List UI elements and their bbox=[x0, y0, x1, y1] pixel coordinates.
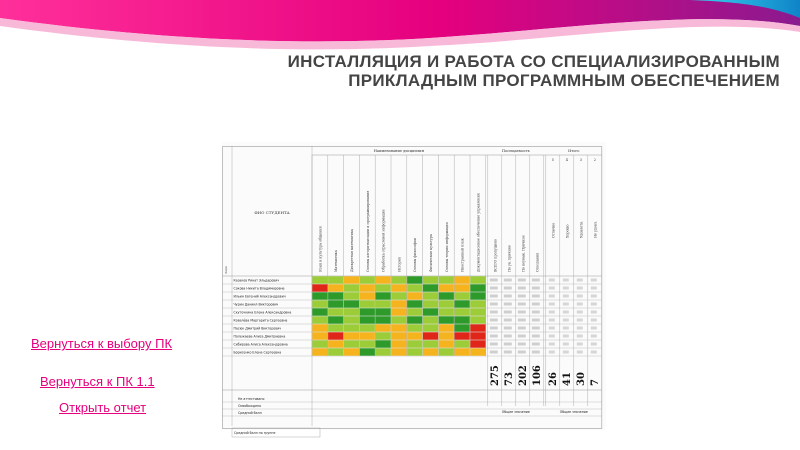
attendance-cell bbox=[532, 311, 540, 314]
grade-cell bbox=[328, 348, 343, 355]
grade-cell bbox=[376, 308, 391, 315]
grade-cell bbox=[455, 316, 470, 323]
attendance-header: По неуваж. Причине bbox=[521, 235, 526, 272]
attendance-cell bbox=[504, 311, 512, 314]
grade-cell bbox=[407, 332, 422, 339]
grade-cell bbox=[328, 276, 343, 283]
grade-cell bbox=[423, 292, 438, 299]
attendance-cell bbox=[504, 351, 512, 354]
grade-cell bbox=[470, 316, 485, 323]
grade-cell bbox=[455, 300, 470, 307]
totals-header: Не удовл. bbox=[593, 221, 598, 238]
grade-cell bbox=[312, 340, 327, 347]
subject-header: Обработка отраслевой информации bbox=[381, 209, 386, 272]
grade-cell bbox=[407, 308, 422, 315]
grade-cell bbox=[407, 348, 422, 355]
student-name: Сокова Никита Владимировна bbox=[233, 286, 285, 291]
grade-cell bbox=[470, 348, 485, 355]
grade-cell bbox=[312, 324, 327, 331]
attendance-cell bbox=[518, 279, 526, 282]
totals-cell bbox=[591, 343, 597, 346]
grade-cell bbox=[391, 300, 406, 307]
totals-cell bbox=[563, 351, 569, 354]
grade-cell bbox=[312, 292, 327, 299]
grade-cell bbox=[455, 324, 470, 331]
attendance-cell bbox=[490, 335, 498, 338]
grade-cell bbox=[328, 324, 343, 331]
totals-cell bbox=[591, 351, 597, 354]
grade-cell bbox=[344, 324, 359, 331]
totals-header: Отлично bbox=[551, 222, 556, 238]
grade-cell bbox=[423, 276, 438, 283]
totals-cell bbox=[563, 327, 569, 330]
grade-cell bbox=[376, 284, 391, 291]
totals-cell bbox=[591, 311, 597, 314]
summary-row-label: Освобождено bbox=[238, 404, 262, 408]
attendance-cell bbox=[490, 295, 498, 298]
grade-cell bbox=[391, 348, 406, 355]
grade-cell bbox=[360, 300, 375, 307]
grade-cell bbox=[328, 284, 343, 291]
attendance-cell bbox=[518, 343, 526, 346]
summary-caption: Общее значение bbox=[559, 410, 588, 414]
totals-cell bbox=[577, 319, 583, 322]
attendance-cell bbox=[532, 279, 540, 282]
grade-cell bbox=[312, 284, 327, 291]
grade-cell bbox=[360, 348, 375, 355]
student-name: Пасюк Дмитрий Викторович bbox=[233, 326, 282, 331]
grade-cell bbox=[344, 300, 359, 307]
totals-cell bbox=[591, 295, 597, 298]
totals-cell bbox=[549, 295, 555, 298]
totals-cell bbox=[549, 303, 555, 306]
grade-cell bbox=[423, 284, 438, 291]
grade-cell bbox=[423, 300, 438, 307]
totals-cell bbox=[591, 335, 597, 338]
grade-cell bbox=[312, 316, 327, 323]
grade-cell bbox=[470, 292, 485, 299]
grade-mark-header: 2 bbox=[593, 158, 596, 162]
grade-cell bbox=[423, 348, 438, 355]
grade-cell bbox=[391, 324, 406, 331]
grade-cell bbox=[439, 308, 454, 315]
grade-cell bbox=[344, 276, 359, 283]
subject-header: Документационное обеспечение управления bbox=[476, 193, 481, 272]
grade-cell bbox=[344, 332, 359, 339]
subject-header: Дискретная математика bbox=[350, 229, 354, 272]
grade-cell bbox=[391, 332, 406, 339]
totals-cell bbox=[577, 311, 583, 314]
grade-cell bbox=[312, 300, 327, 307]
grade-cell bbox=[376, 300, 391, 307]
grade-cell bbox=[312, 348, 327, 355]
grade-cell bbox=[423, 308, 438, 315]
grade-cell bbox=[376, 276, 391, 283]
grade-cell bbox=[423, 332, 438, 339]
grade-cell bbox=[455, 308, 470, 315]
grade-cell bbox=[312, 308, 327, 315]
subject-header: История bbox=[397, 257, 402, 272]
grade-cell bbox=[328, 332, 343, 339]
totals-cell bbox=[591, 303, 597, 306]
attendance-cell bbox=[490, 343, 498, 346]
attendance-cell bbox=[490, 279, 498, 282]
grade-cell bbox=[360, 316, 375, 323]
attendance-cell bbox=[504, 303, 512, 306]
grade-cell bbox=[344, 340, 359, 347]
attendance-cell bbox=[504, 335, 512, 338]
grade-mark-header: 5 bbox=[551, 158, 554, 162]
name-column-header: ФИО СТУДЕНТА bbox=[254, 210, 290, 215]
grade-cell bbox=[439, 316, 454, 323]
student-name: Скуточкина Елена Александровна bbox=[233, 310, 292, 315]
student-name: Ильин Евгений Александрович bbox=[233, 294, 286, 299]
attendance-total: 275 bbox=[489, 365, 501, 386]
student-name: Полежаева Алиса Дмитриевна bbox=[233, 334, 286, 339]
back-to-pk-1-1-link[interactable]: Вернуться к ПК 1.1 bbox=[40, 374, 155, 389]
student-name: Казаков Ринат Эльдарович bbox=[233, 278, 280, 283]
attendance-cell bbox=[532, 351, 540, 354]
attendance-cell bbox=[490, 319, 498, 322]
grade-total: 41 bbox=[561, 372, 573, 386]
slide-title bbox=[180, 52, 780, 90]
totals-cell bbox=[563, 311, 569, 314]
attendance-cell bbox=[490, 303, 498, 306]
grade-cell bbox=[360, 292, 375, 299]
attendance-cell bbox=[532, 327, 540, 330]
totals-cell bbox=[591, 327, 597, 330]
attendance-cell bbox=[490, 351, 498, 354]
attendance-cell bbox=[504, 327, 512, 330]
attendance-cell bbox=[490, 327, 498, 330]
student-name: Ковалёва Маргарита Сергеевна bbox=[233, 318, 288, 323]
totals-cell bbox=[591, 287, 597, 290]
grade-cell bbox=[376, 324, 391, 331]
attendance-cell bbox=[532, 335, 540, 338]
attendance-total: 202 bbox=[517, 365, 529, 386]
attendance-cell bbox=[532, 295, 540, 298]
totals-cell bbox=[563, 343, 569, 346]
totals-cell bbox=[577, 303, 583, 306]
totals-cell bbox=[563, 319, 569, 322]
grade-cell bbox=[328, 308, 343, 315]
grade-cell bbox=[391, 284, 406, 291]
totals-cell bbox=[549, 343, 555, 346]
grade-cell bbox=[439, 276, 454, 283]
attendance-cell bbox=[518, 295, 526, 298]
attendance-header: Опоздания bbox=[535, 252, 540, 272]
gradebook-sheet-image bbox=[222, 142, 606, 435]
grade-cell bbox=[470, 324, 485, 331]
attendance-cell bbox=[504, 279, 512, 282]
grade-cell bbox=[439, 340, 454, 347]
attendance-cell bbox=[504, 287, 512, 290]
attendance-cell bbox=[504, 343, 512, 346]
grade-cell bbox=[376, 332, 391, 339]
totals-cell bbox=[549, 287, 555, 290]
grade-cell bbox=[470, 276, 485, 283]
grade-cell bbox=[407, 284, 422, 291]
grade-cell bbox=[407, 292, 422, 299]
grade-cell bbox=[328, 292, 343, 299]
totals-cell bbox=[563, 279, 569, 282]
grade-cell bbox=[423, 324, 438, 331]
grade-cell bbox=[439, 300, 454, 307]
attendance-cell bbox=[518, 319, 526, 322]
attendance-cell bbox=[532, 343, 540, 346]
attendance-cell bbox=[532, 319, 540, 322]
grade-mark-header: 4 bbox=[565, 158, 568, 162]
group-header-disciplines: Наименование дисциплин bbox=[373, 149, 424, 153]
totals-cell bbox=[577, 335, 583, 338]
grade-cell bbox=[376, 316, 391, 323]
totals-cell bbox=[549, 351, 555, 354]
student-name: Чурин Даниил Викторович bbox=[233, 302, 279, 307]
totals-cell bbox=[577, 327, 583, 330]
group-header-totals: Итого bbox=[568, 149, 580, 153]
grade-cell bbox=[344, 316, 359, 323]
grade-cell bbox=[407, 300, 422, 307]
grade-cell bbox=[391, 292, 406, 299]
grade-cell bbox=[439, 348, 454, 355]
attendance-cell bbox=[518, 335, 526, 338]
grade-total: 26 bbox=[547, 372, 559, 386]
gradebook-table bbox=[222, 142, 606, 435]
grade-cell bbox=[439, 324, 454, 331]
totals-cell bbox=[577, 295, 583, 298]
slide-title-line-2: ПРИКЛАДНЫМ ПРОГРАММНЫМ ОБЕСПЕЧЕНИЕМ bbox=[348, 71, 780, 90]
totals-cell bbox=[563, 303, 569, 306]
attendance-header: ВСЕГО пропущено bbox=[493, 239, 498, 272]
grade-cell bbox=[407, 316, 422, 323]
grade-cell bbox=[455, 276, 470, 283]
attendance-total: 73 bbox=[503, 372, 515, 386]
subject-header: Язык и культура общения bbox=[318, 226, 323, 272]
grade-total: 30 bbox=[575, 372, 587, 386]
totals-cell bbox=[563, 335, 569, 338]
totals-header: Хорошо bbox=[565, 224, 570, 238]
grade-cell bbox=[312, 332, 327, 339]
grade-cell bbox=[439, 292, 454, 299]
grade-cell bbox=[423, 316, 438, 323]
grade-cell bbox=[376, 348, 391, 355]
grade-cell bbox=[455, 284, 470, 291]
totals-header: Удовлетв. bbox=[579, 220, 584, 238]
grade-cell bbox=[391, 276, 406, 283]
grade-cell bbox=[360, 340, 375, 347]
grade-cell bbox=[455, 332, 470, 339]
grade-cell bbox=[344, 292, 359, 299]
attendance-cell bbox=[532, 287, 540, 290]
grade-cell bbox=[344, 308, 359, 315]
grade-cell bbox=[439, 284, 454, 291]
grade-cell bbox=[470, 340, 485, 347]
grade-cell bbox=[328, 316, 343, 323]
grade-cell bbox=[360, 284, 375, 291]
totals-cell bbox=[577, 279, 583, 282]
totals-cell bbox=[577, 351, 583, 354]
totals-cell bbox=[549, 279, 555, 282]
summary-row-label: Не аттестовано bbox=[238, 397, 265, 401]
attendance-cell bbox=[518, 287, 526, 290]
grade-cell bbox=[344, 284, 359, 291]
grade-cell bbox=[407, 324, 422, 331]
attendance-header: По ув. причине bbox=[507, 245, 512, 272]
grade-cell bbox=[360, 324, 375, 331]
totals-cell bbox=[591, 279, 597, 282]
back-to-pk-select-link[interactable]: Вернуться к выбору ПК bbox=[31, 336, 173, 351]
grade-mark-header: 3 bbox=[579, 158, 582, 162]
grade-cell bbox=[407, 276, 422, 283]
attendance-cell bbox=[490, 287, 498, 290]
grade-cell bbox=[376, 292, 391, 299]
grade-cell bbox=[376, 340, 391, 347]
subject-header: Основы теории информации bbox=[444, 222, 449, 272]
subject-header: Иностранный язык bbox=[460, 238, 465, 272]
subject-header: Физическая культура bbox=[429, 234, 433, 272]
summary-row-label: Средний балл bbox=[238, 411, 262, 415]
row-number-header: №п/п bbox=[224, 266, 228, 274]
grade-cell bbox=[455, 292, 470, 299]
summary-caption: Общее значение bbox=[501, 410, 530, 414]
attendance-cell bbox=[504, 295, 512, 298]
grade-cell bbox=[360, 308, 375, 315]
attendance-cell bbox=[518, 351, 526, 354]
subject-header: Математика bbox=[334, 250, 339, 272]
totals-cell bbox=[591, 319, 597, 322]
grade-cell bbox=[455, 348, 470, 355]
grade-cell bbox=[344, 348, 359, 355]
subject-header: Основы философии bbox=[413, 238, 418, 272]
totals-cell bbox=[563, 287, 569, 290]
student-name: Сибирова Алиса Александровна bbox=[233, 342, 288, 347]
grade-cell bbox=[470, 332, 485, 339]
grade-cell bbox=[328, 340, 343, 347]
totals-cell bbox=[577, 343, 583, 346]
grade-cell bbox=[391, 340, 406, 347]
grade-cell bbox=[423, 340, 438, 347]
attendance-cell bbox=[518, 303, 526, 306]
attendance-cell bbox=[532, 303, 540, 306]
attendance-cell bbox=[518, 311, 526, 314]
totals-cell bbox=[549, 319, 555, 322]
group-average-label: Средний балл по группе bbox=[234, 431, 276, 435]
attendance-cell bbox=[518, 327, 526, 330]
grade-cell bbox=[360, 332, 375, 339]
grade-cell bbox=[391, 316, 406, 323]
slide-title-line-1: ИНСТАЛЛЯЦИЯ И РАБОТА СО СПЕЦИАЛИЗИРОВАННЫМ bbox=[287, 52, 780, 71]
grade-cell bbox=[470, 308, 485, 315]
grade-total: 7 bbox=[589, 379, 601, 386]
totals-cell bbox=[563, 295, 569, 298]
grade-cell bbox=[360, 276, 375, 283]
attendance-cell bbox=[504, 319, 512, 322]
subject-header: Основы алгоритмизации и программирования bbox=[365, 190, 370, 272]
attendance-total: 106 bbox=[531, 365, 543, 386]
totals-cell bbox=[549, 327, 555, 330]
grade-cell bbox=[328, 300, 343, 307]
open-report-link[interactable]: Открыть отчет bbox=[59, 400, 147, 415]
grade-cell bbox=[312, 276, 327, 283]
student-name: Борисенко Елена Сергеевна bbox=[233, 350, 282, 355]
grade-cell bbox=[470, 300, 485, 307]
group-header-attendance: Посещаемость bbox=[501, 149, 530, 153]
grade-cell bbox=[470, 284, 485, 291]
totals-cell bbox=[549, 311, 555, 314]
grade-cell bbox=[407, 340, 422, 347]
totals-cell bbox=[549, 335, 555, 338]
grade-cell bbox=[455, 340, 470, 347]
attendance-cell bbox=[490, 311, 498, 314]
grade-cell bbox=[439, 332, 454, 339]
grade-cell bbox=[391, 308, 406, 315]
totals-cell bbox=[577, 287, 583, 290]
